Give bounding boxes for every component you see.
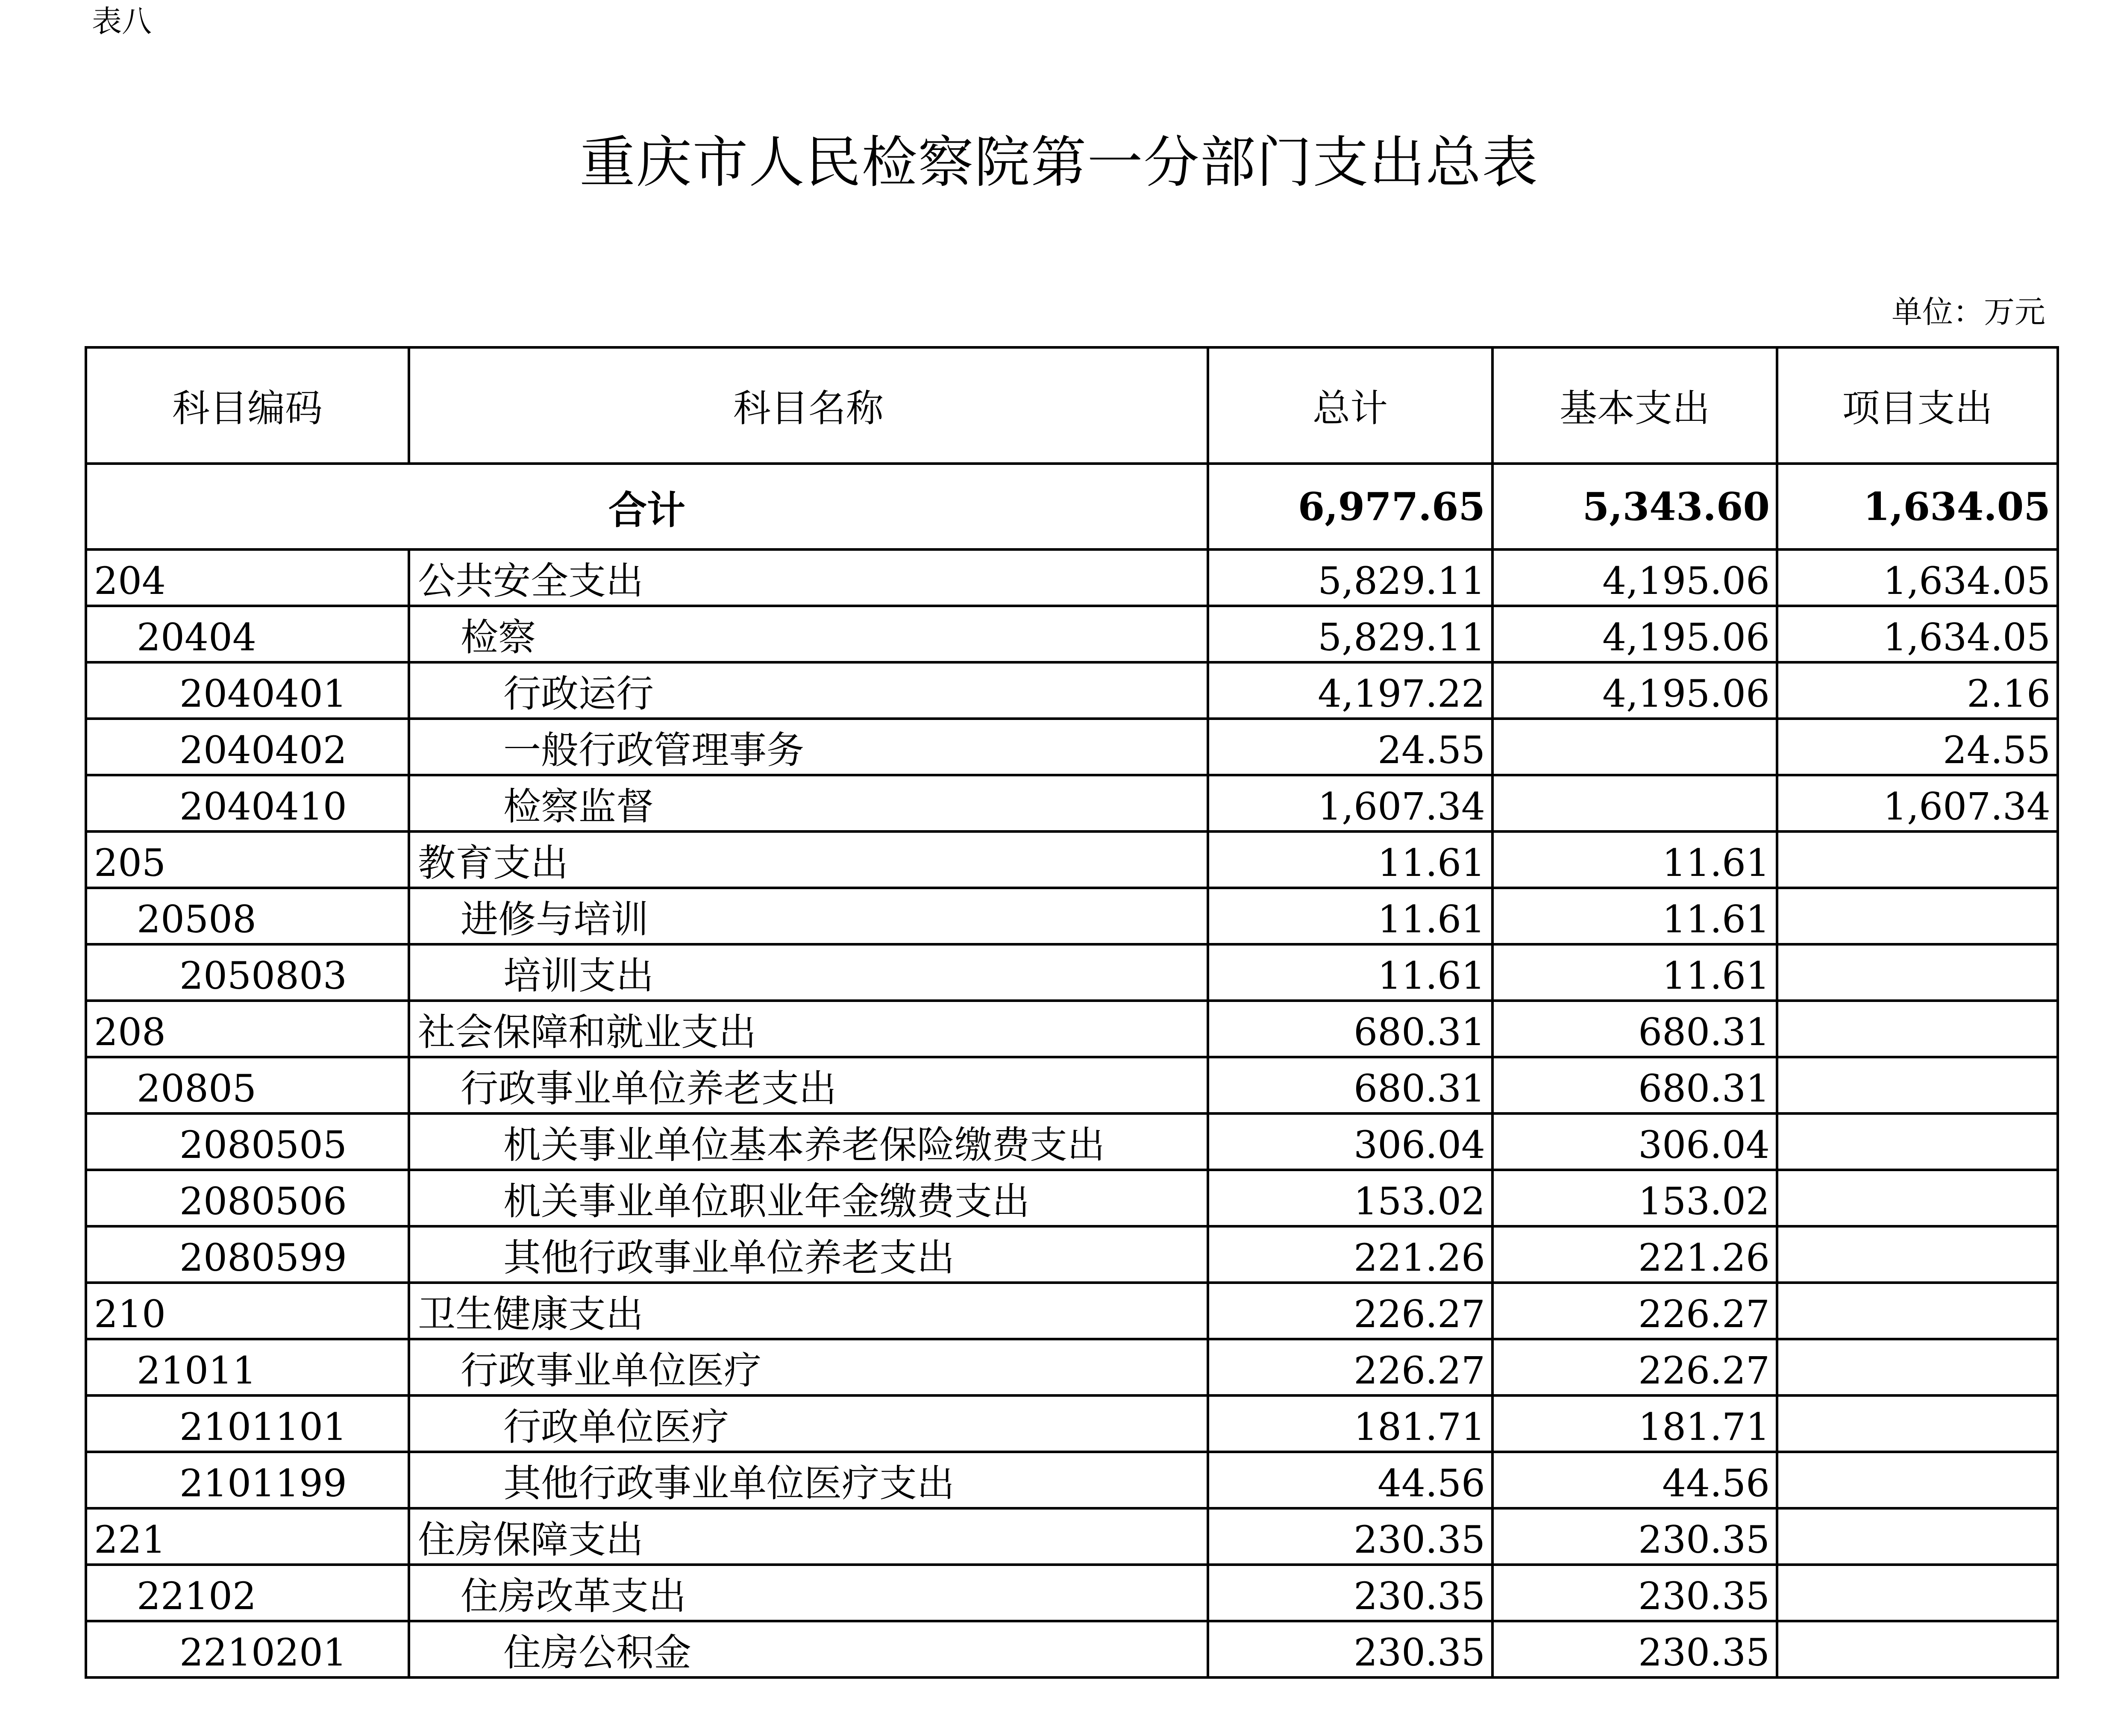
cell-basic: 680.31 [1492,1057,1777,1113]
cell-basic: 11.61 [1492,944,1777,1001]
header-row [86,347,2058,464]
cell-project [1777,1565,2058,1621]
cell-code: 22102 [86,1565,409,1621]
table-row [86,1113,2058,1170]
cell-total: 1,607.34 [1208,775,1492,831]
header-total: 总计 [1208,347,1492,464]
cell-basic: 230.35 [1492,1508,1777,1565]
cell-basic: 153.02 [1492,1170,1777,1226]
cell-basic: 181.71 [1492,1395,1777,1452]
cell-basic [1492,775,1777,831]
cell-name: 其他行政事业单位医疗支出 [409,1452,1208,1508]
cell-total: 11.61 [1208,944,1492,1001]
cell-total: 230.35 [1208,1508,1492,1565]
cell-code: 20805 [86,1057,409,1113]
header-name: 科目名称 [409,347,1208,464]
table-number-label: 表八 [92,4,152,39]
total-row [86,464,2058,549]
total-total: 6,977.65 [1208,464,1492,549]
cell-basic: 230.35 [1492,1565,1777,1621]
cell-code: 2210201 [86,1621,409,1677]
cell-code: 2080599 [86,1226,409,1283]
total-label: 合计 [86,464,1208,549]
header-project: 项目支出 [1777,347,2058,464]
cell-basic: 221.26 [1492,1226,1777,1283]
cell-code: 2080505 [86,1113,409,1170]
table-row [86,1395,2058,1452]
table-row [86,944,2058,1001]
cell-name: 行政事业单位医疗 [409,1339,1208,1395]
cell-project: 24.55 [1777,719,2058,775]
cell-name: 卫生健康支出 [409,1283,1208,1339]
cell-project [1777,1339,2058,1395]
cell-name: 行政运行 [409,662,1208,719]
cell-code: 20508 [86,888,409,944]
cell-project: 1,607.34 [1777,775,2058,831]
cell-basic [1492,719,1777,775]
cell-total: 226.27 [1208,1283,1492,1339]
cell-total: 44.56 [1208,1452,1492,1508]
cell-total: 5,829.11 [1208,606,1492,662]
cell-name: 教育支出 [409,831,1208,888]
table-row [86,1057,2058,1113]
cell-project [1777,1226,2058,1283]
cell-total: 11.61 [1208,831,1492,888]
unit-label: 单位：万元 [1891,294,2045,330]
cell-name: 公共安全支出 [409,549,1208,606]
cell-name: 其他行政事业单位养老支出 [409,1226,1208,1283]
cell-name: 检察监督 [409,775,1208,831]
cell-basic: 226.27 [1492,1339,1777,1395]
cell-total: 4,197.22 [1208,662,1492,719]
cell-code: 204 [86,549,409,606]
cell-project: 1,634.05 [1777,606,2058,662]
cell-total: 230.35 [1208,1621,1492,1677]
cell-code: 2040410 [86,775,409,831]
cell-project [1777,1283,2058,1339]
cell-total: 680.31 [1208,1057,1492,1113]
cell-code: 205 [86,831,409,888]
table-row [86,1170,2058,1226]
cell-project: 2.16 [1777,662,2058,719]
table-row [86,549,2058,606]
cell-basic: 4,195.06 [1492,549,1777,606]
cell-code: 2101199 [86,1452,409,1508]
cell-code: 2040402 [86,719,409,775]
cell-code: 208 [86,1001,409,1057]
cell-total: 5,829.11 [1208,549,1492,606]
table-row [86,1452,2058,1508]
expenditure-table [85,346,2059,1679]
cell-code: 2040401 [86,662,409,719]
cell-basic: 11.61 [1492,831,1777,888]
cell-project [1777,888,2058,944]
table-row [86,1339,2058,1395]
cell-total: 230.35 [1208,1565,1492,1621]
cell-name: 培训支出 [409,944,1208,1001]
cell-basic: 11.61 [1492,888,1777,944]
cell-code: 2050803 [86,944,409,1001]
cell-basic: 4,195.06 [1492,606,1777,662]
cell-name: 机关事业单位职业年金缴费支出 [409,1170,1208,1226]
table-row [86,1508,2058,1565]
cell-project [1777,1057,2058,1113]
table-row [86,719,2058,775]
cell-basic: 4,195.06 [1492,662,1777,719]
cell-project [1777,831,2058,888]
cell-total: 680.31 [1208,1001,1492,1057]
cell-name: 行政事业单位养老支出 [409,1057,1208,1113]
table-row [86,1226,2058,1283]
table-row [86,888,2058,944]
cell-basic: 306.04 [1492,1113,1777,1170]
total-project: 1,634.05 [1777,464,2058,549]
cell-name: 住房保障支出 [409,1508,1208,1565]
cell-project [1777,1113,2058,1170]
cell-total: 306.04 [1208,1113,1492,1170]
cell-total: 226.27 [1208,1339,1492,1395]
cell-basic: 680.31 [1492,1001,1777,1057]
cell-name: 行政单位医疗 [409,1395,1208,1452]
cell-project [1777,1001,2058,1057]
cell-total: 153.02 [1208,1170,1492,1226]
cell-project [1777,1395,2058,1452]
table-row [86,662,2058,719]
cell-project [1777,1452,2058,1508]
cell-project: 1,634.05 [1777,549,2058,606]
cell-name: 检察 [409,606,1208,662]
cell-basic: 226.27 [1492,1283,1777,1339]
cell-total: 11.61 [1208,888,1492,944]
cell-code: 20404 [86,606,409,662]
table-row [86,1565,2058,1621]
header-basic: 基本支出 [1492,347,1777,464]
cell-code: 210 [86,1283,409,1339]
table-row [86,775,2058,831]
cell-basic: 44.56 [1492,1452,1777,1508]
table-row [86,1621,2058,1677]
cell-code: 2080506 [86,1170,409,1226]
cell-code: 2101101 [86,1395,409,1452]
table-row [86,606,2058,662]
header-code: 科目编码 [86,347,409,464]
total-basic: 5,343.60 [1492,464,1777,549]
cell-project [1777,1170,2058,1226]
table-row [86,1283,2058,1339]
cell-project [1777,1508,2058,1565]
cell-name: 一般行政管理事务 [409,719,1208,775]
cell-project [1777,944,2058,1001]
cell-project [1777,1621,2058,1677]
cell-name: 住房改革支出 [409,1565,1208,1621]
cell-name: 机关事业单位基本养老保险缴费支出 [409,1113,1208,1170]
cell-code: 21011 [86,1339,409,1395]
cell-basic: 230.35 [1492,1621,1777,1677]
cell-name: 住房公积金 [409,1621,1208,1677]
document-title: 重庆市人民检察院第一分部门支出总表 [579,130,1539,195]
cell-code: 221 [86,1508,409,1565]
cell-name: 进修与培训 [409,888,1208,944]
cell-total: 181.71 [1208,1395,1492,1452]
cell-total: 24.55 [1208,719,1492,775]
cell-total: 221.26 [1208,1226,1492,1283]
table-row [86,831,2058,888]
cell-name: 社会保障和就业支出 [409,1001,1208,1057]
table-row [86,1001,2058,1057]
